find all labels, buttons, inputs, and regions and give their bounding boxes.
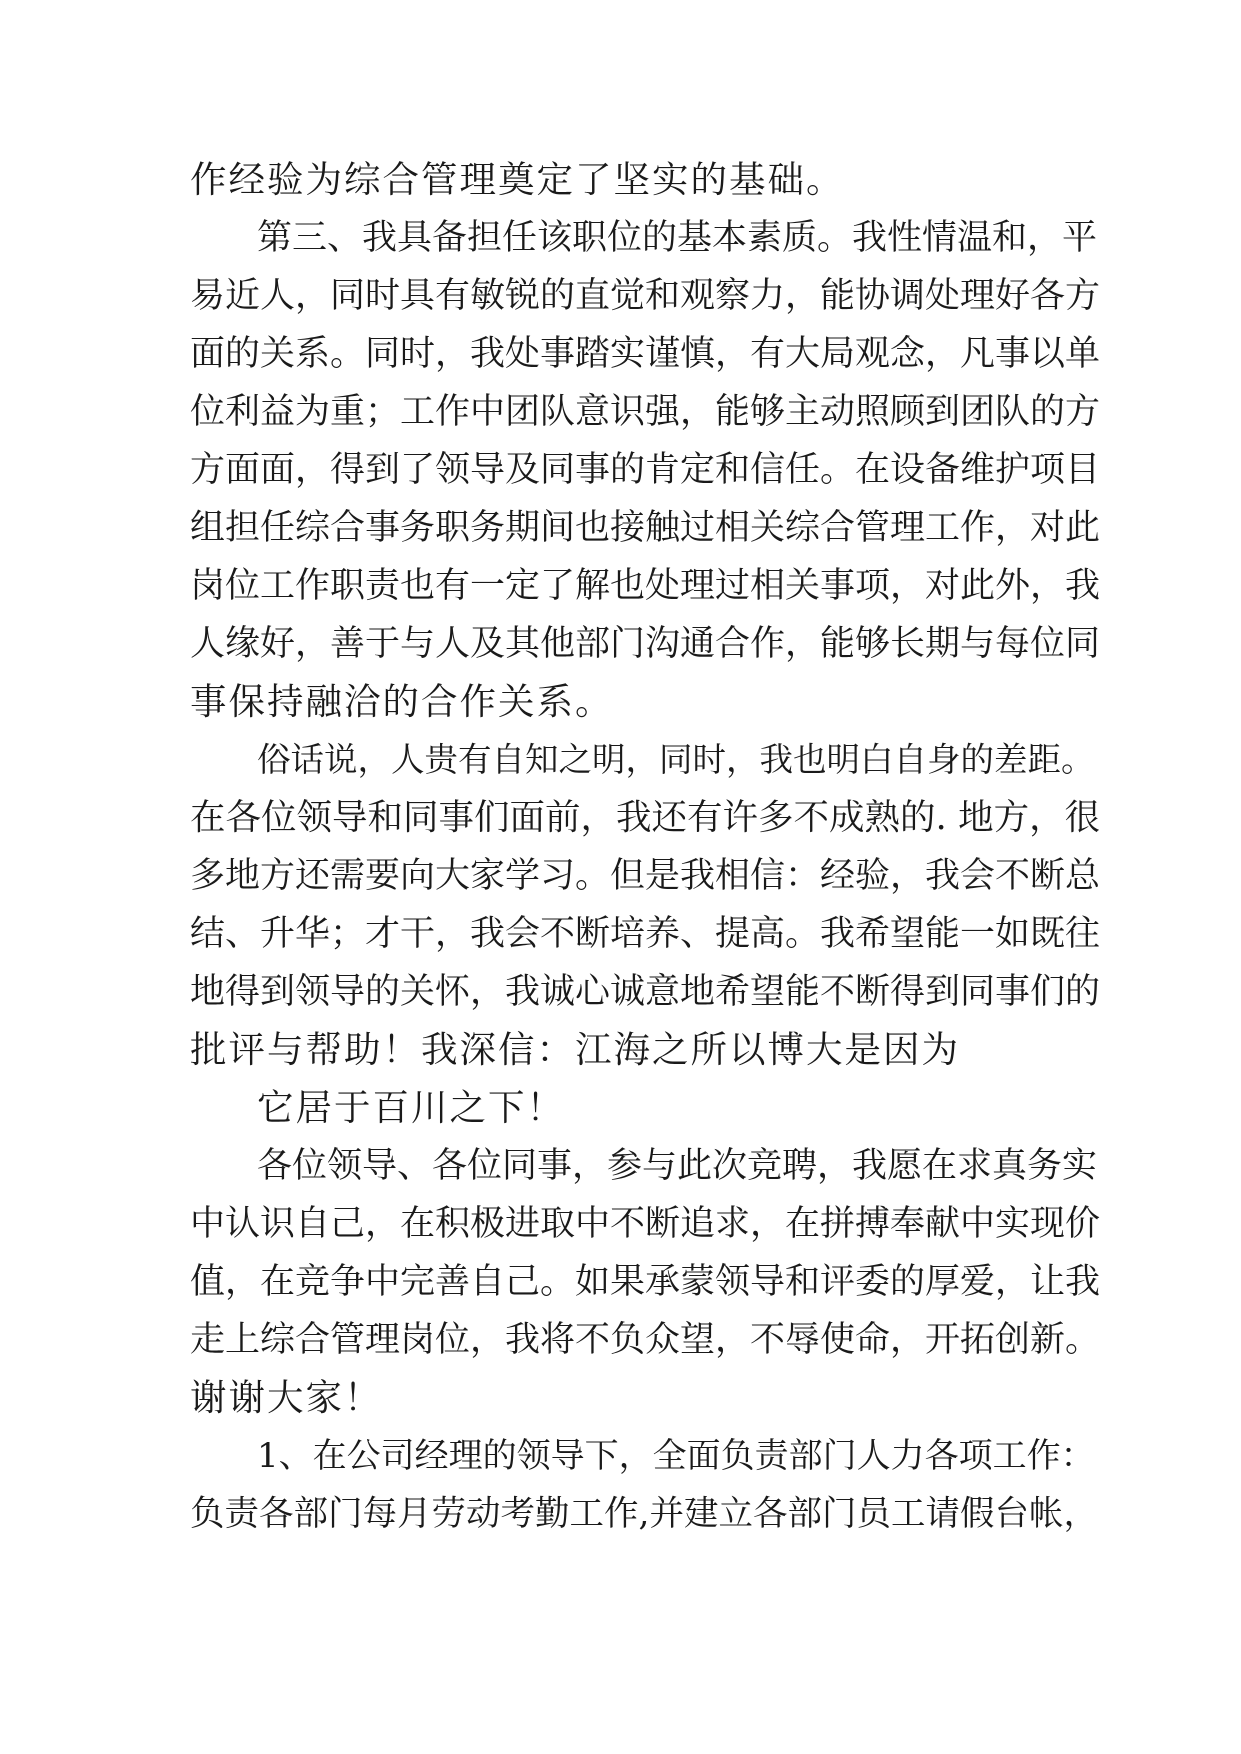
text-line: 结、升华；才干，我会不断培养、提高。我希望能一如既往 <box>190 914 1101 954</box>
text-line: 1、在公司经理的领导下，全面负责部门人力各项工作： <box>257 1436 1095 1476</box>
text-line: 岗位工作职责也有一定了解也处理过相关事项，对此外，我 <box>190 566 1101 606</box>
text-line: 各位领导、各位同事，参与此次竞聘，我愿在求真务实 <box>257 1146 1098 1186</box>
text-line: 多地方还需要向大家学习。但是我相信：经验，我会不断总 <box>190 856 1101 896</box>
text-line: 第三、我具备担任该职位的基本素质。我性情温和，平 <box>257 218 1098 258</box>
text-line: 易近人，同时具有敏锐的直觉和观察力，能协调处理好各方 <box>190 276 1101 316</box>
text-line: 位利益为重；工作中团队意识强，能够主动照顾到团队的方 <box>190 392 1101 432</box>
text-line: 它居于百川之下！ <box>257 1086 565 1129</box>
text-line: 组担任综合事务职务期间也接触过相关综合管理工作，对此 <box>190 508 1101 548</box>
text-line: 在各位领导和同事们面前，我还有许多不成熟的. 地方，很 <box>190 797 1101 838</box>
text-line: 中认识自己，在积极进取中不断追求，在拼搏奉献中实现价 <box>190 1204 1101 1244</box>
text-line: 谢谢大家！ <box>190 1376 383 1419</box>
text-line: 方面面，得到了领导及同事的肯定和信任。在设备维护项目 <box>190 450 1101 490</box>
text-line: 事保持融洽的合作关系。 <box>190 680 614 723</box>
text-line: 批评与帮助！我深信：江海之所以博大是因为 <box>190 1028 960 1071</box>
text-line: 面的关系。同时，我处事踏实谨慎，有大局观念，凡事以单 <box>190 334 1101 374</box>
text-line: 人缘好，善于与人及其他部门沟通合作，能够长期与每位同 <box>190 624 1101 664</box>
text-line: 值，在竞争中完善自己。如果承蒙领导和评委的厚爱，让我 <box>190 1262 1101 1302</box>
text-line: 地得到领导的关怀，我诚心诚意地希望能不断得到同事们的 <box>190 972 1101 1012</box>
text-line: 作经验为综合管理奠定了坚实的基础。 <box>190 158 845 201</box>
text-line: 俗话说，人贵有自知之明，同时，我也明白自身的差距。 <box>257 740 1095 779</box>
text-line: 走上综合管理岗位，我将不负众望，不辱使命，开拓创新。 <box>190 1320 1101 1360</box>
text-line: 负责各部门每月劳动考勤工作,并建立各部门员工请假台帐， <box>190 1494 1098 1534</box>
